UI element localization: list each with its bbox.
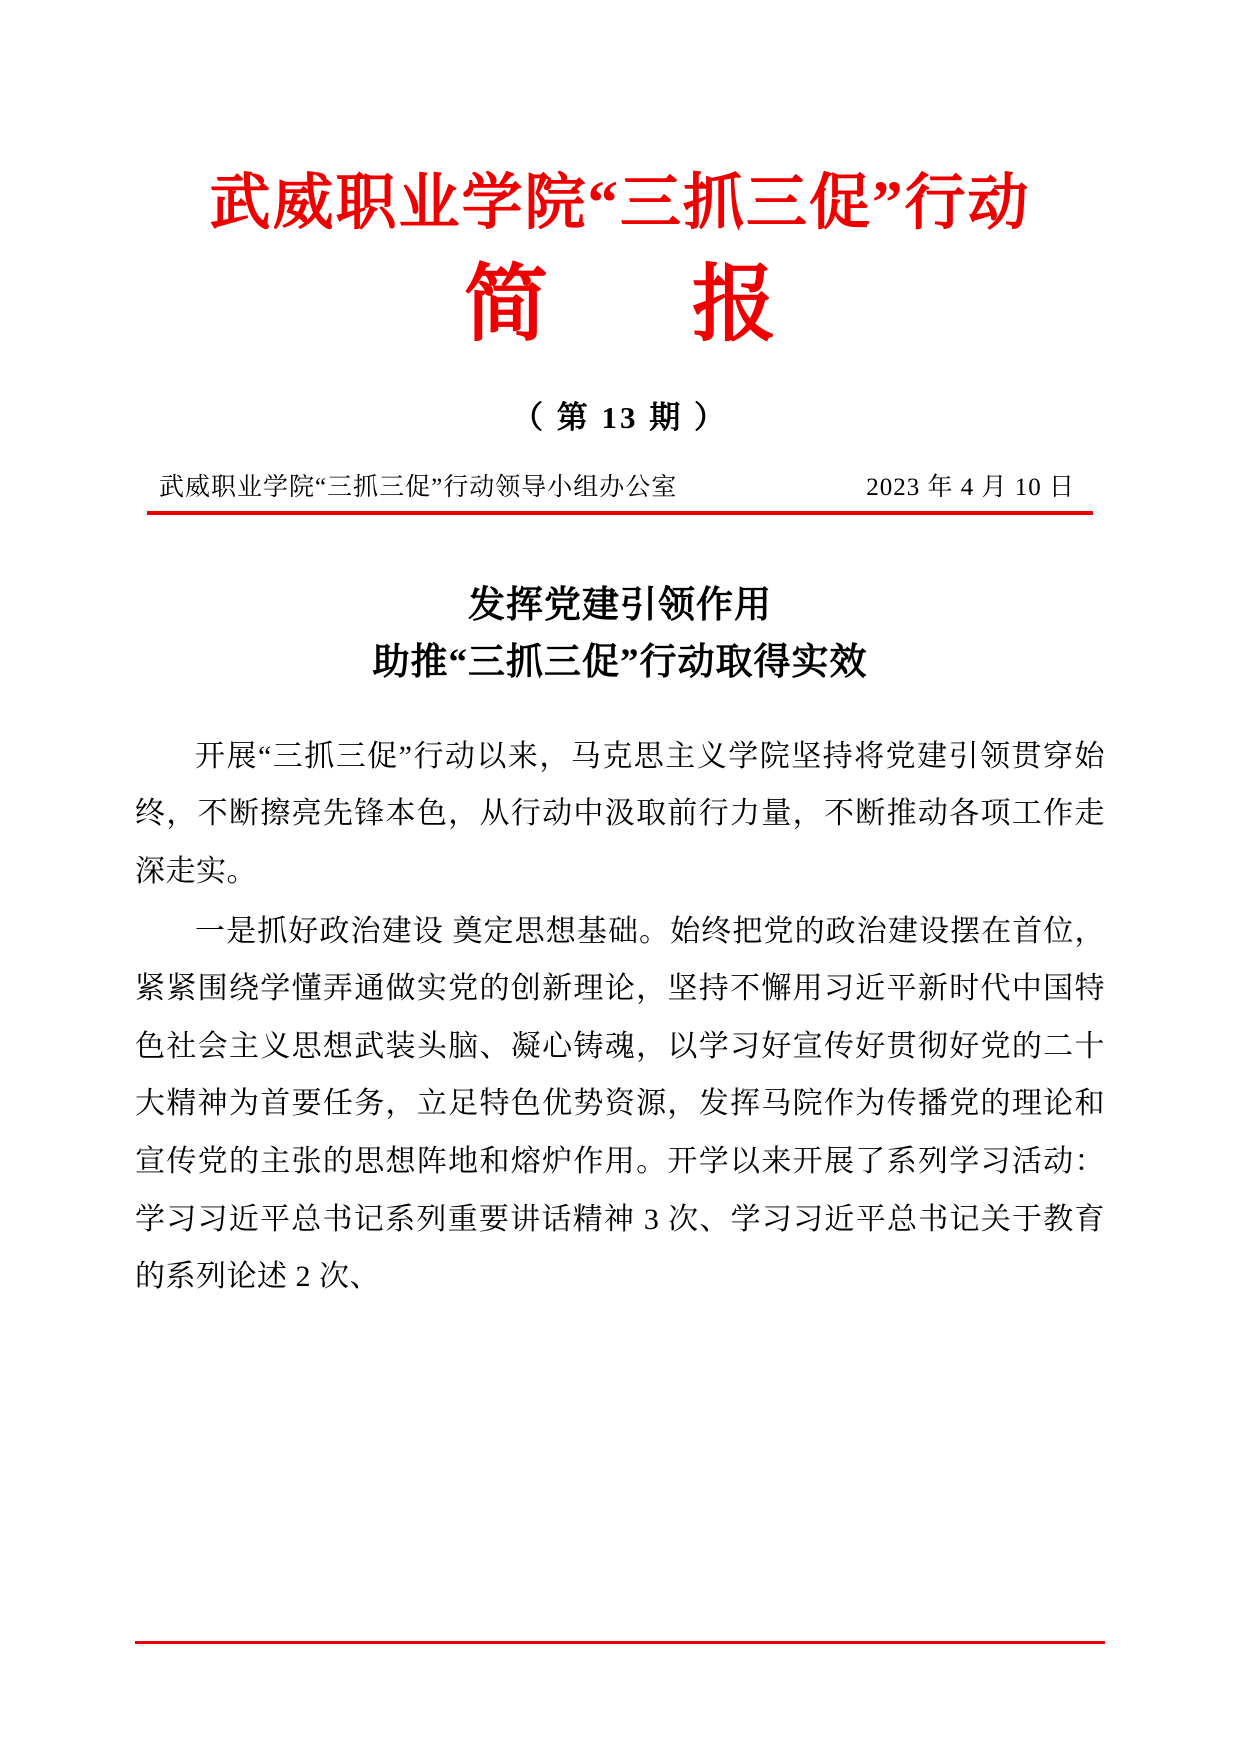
masthead-title-line1: 武威职业学院“三抓三促”行动: [209, 170, 1031, 237]
issue-date: 2023 年 4 月 10 日: [866, 474, 1075, 502]
article-title-line1: 发挥党建引领作用: [468, 585, 772, 627]
article-title: [135, 577, 1105, 692]
issue-number: （ 第 13 期 ）: [512, 400, 728, 436]
article-title-line2: 助推“三抓三促”行动取得实效: [372, 642, 868, 684]
masthead-title-line2: 简 报: [463, 259, 806, 353]
footer-red-divider: [135, 1641, 1105, 1644]
issuer-row: [135, 467, 1105, 511]
paragraph: 一是抓好政治建设 奠定思想基础。始终把党的政治建设摆在首位，紧紧围绕学懂弄通做实党的创新理论，坚持不懈用习近平新时代中国特色社会主义思想武装头脑、凝心铸魂，以学习好宣传好贯彻好党的二十大精神为首要任务，立足特色优势资源，发挥马院作为传播党的理论和宣传党的主张的思想阵地和熔炉作用。开学以来开展了系列学习活动：学习习近平总书记系列重要讲话精神 3 次、学习习近平总书记关于教育的系列论述 2 次、: [135, 914, 1105, 1294]
masthead: [135, 0, 1105, 358]
paragraph: 开展“三抓三促”行动以来，马克思主义学院坚持将党建引领贯穿始终，不断擦亮先锋本色，从行动中汲取前行力量，不断推动各项工作走深走实。: [135, 739, 1105, 888]
issuing-office: 武威职业学院“三抓三促”行动领导小组办公室: [159, 474, 678, 502]
article-body: [135, 728, 1105, 1306]
header-red-divider: [147, 511, 1093, 515]
